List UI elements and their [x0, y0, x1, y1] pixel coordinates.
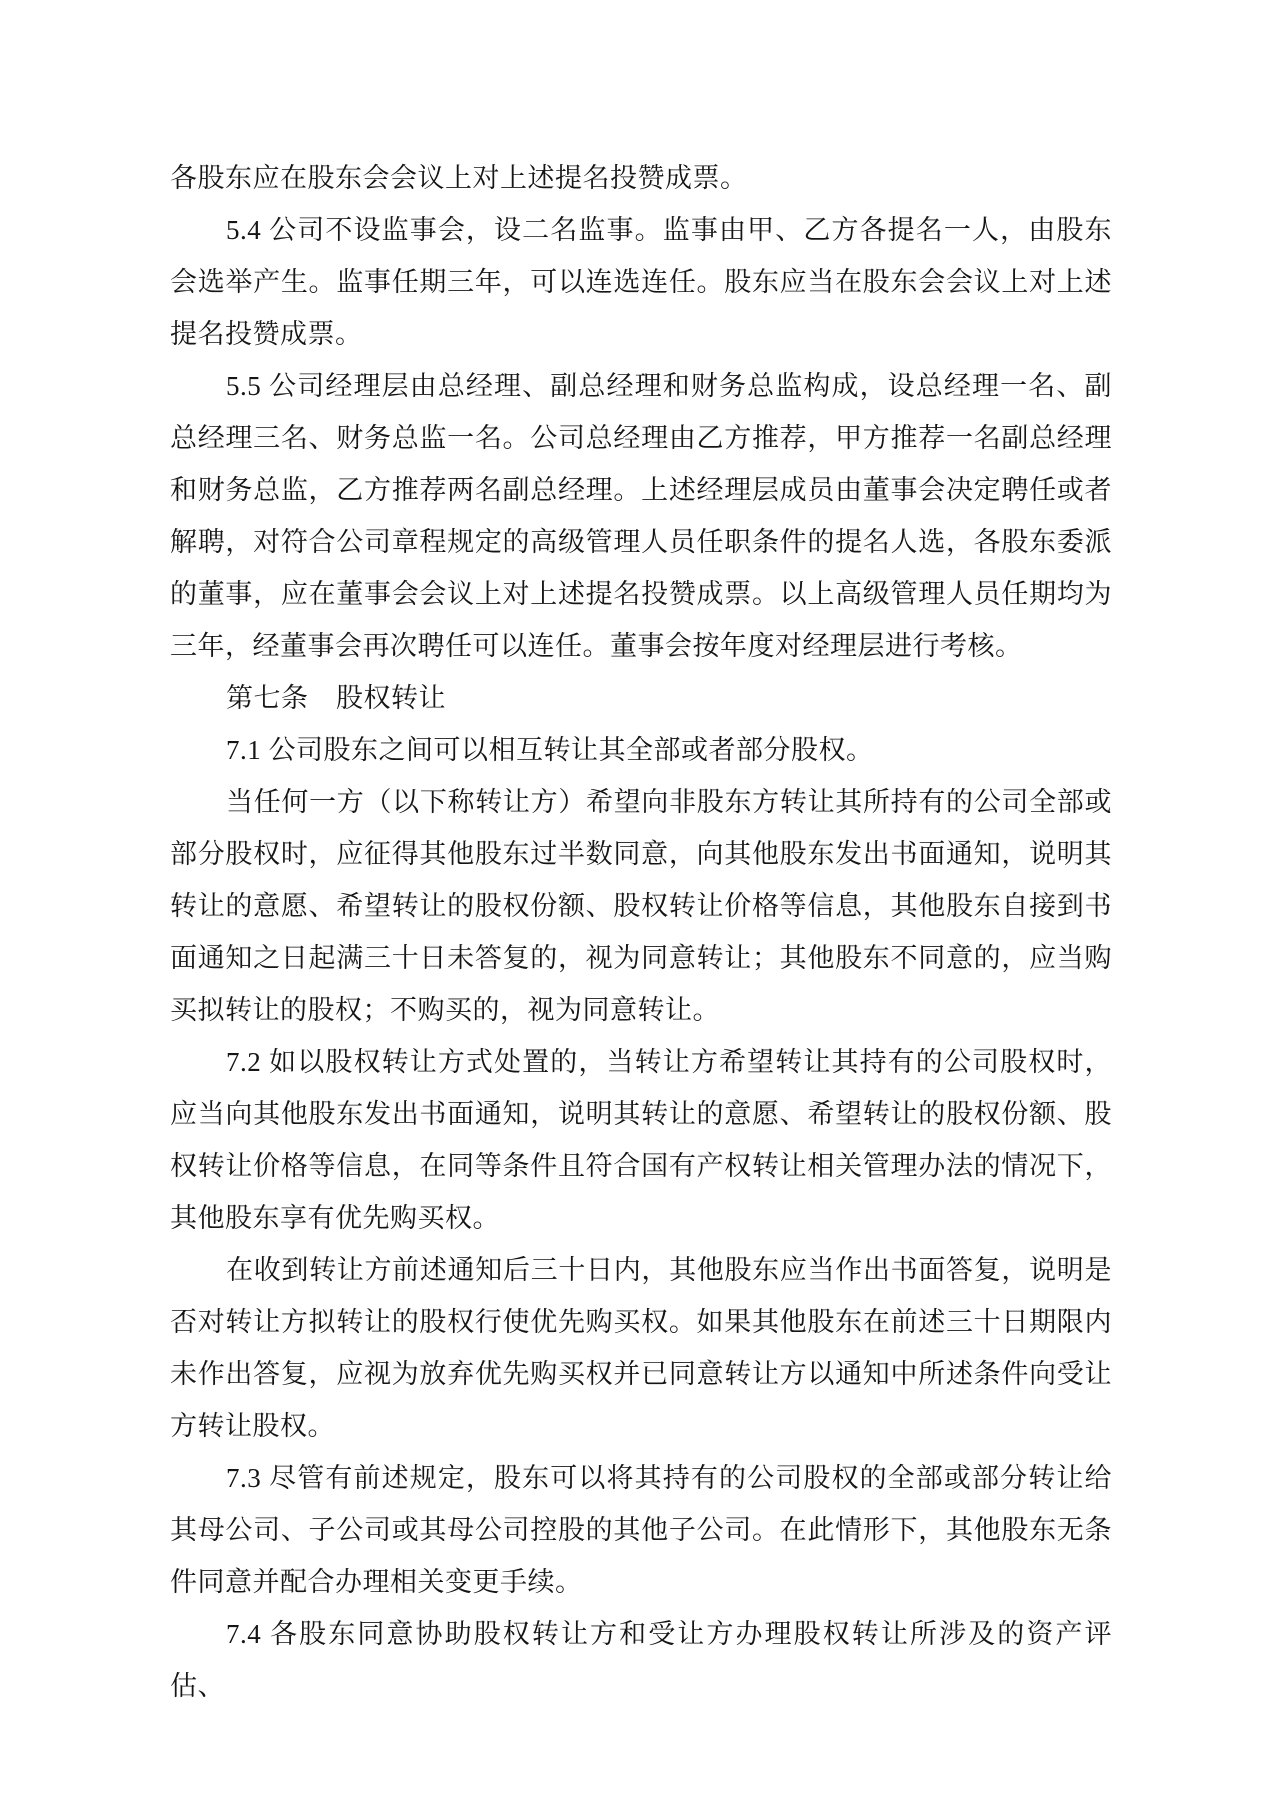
- clause-7-3: 7.3 尽管有前述规定，股东可以将其持有的公司股权的全部或部分转让给其母公司、子公司或其母公司控股的其他子公司。在此情形下，其他股东无条件同意并配合办理相关变更手续。: [170, 1463, 1112, 1597]
- paragraph-continuation: 各股东应在股东会会议上对上述提名投赞成票。: [170, 163, 748, 193]
- clause-7-2: 7.2 如以股权转让方式处置的，当转让方希望转让其持有的公司股权时，应当向其他股东发出书面通知，说明其转让的意愿、希望转让的股权份额、股权转让价格等信息，在同等条件且符合国有产权转让相关管理办法的情况下，其他股东享有优先购买权。: [170, 1047, 1112, 1233]
- clause-7-2-detail: 在收到转让方前述通知后三十日内，其他股东应当作出书面答复，说明是否对转让方拟转让的股权行使优先购买权。如果其他股东在前述三十日期限内未作出答复，应视为放弃优先购买权并已同意转让方以通知中所述条件向受让方转让股权。: [170, 1255, 1112, 1441]
- clause-5-4: 5.4 公司不设监事会，设二名监事。监事由甲、乙方各提名一人，由股东会选举产生。监事任期三年，可以连选连任。股东应当在股东会会议上对上述提名投赞成票。: [170, 215, 1112, 349]
- clause-5-5: 5.5 公司经理层由总经理、副总经理和财务总监构成，设总经理一名、副总经理三名、财务总监一名。公司总经理由乙方推荐，甲方推荐一名副总经理和财务总监，乙方推荐两名副总经理。上述经理层成员由董事会决定聘任或者解聘，对符合公司章程规定的高级管理人员任职条件的提名人选，各股东委派的董事，应在董事会会议上对上述提名投赞成票。以上高级管理人员任期均为三年，经董事会再次聘任可以连任。董事会按年度对经理层进行考核。: [170, 371, 1112, 661]
- clause-7-4: 7.4 各股东同意协助股权转让方和受让方办理股权转让所涉及的资产评估、: [170, 1619, 1112, 1701]
- article-7-heading: 第七条 股权转让: [226, 683, 446, 713]
- clause-7-1: 7.1 公司股东之间可以相互转让其全部或者部分股权。: [226, 735, 874, 765]
- document-body: [170, 152, 1112, 1712]
- clause-7-1-detail: 当任何一方（以下称转让方）希望向非股东方转让其所持有的公司全部或部分股权时，应征得其他股东过半数同意，向其他股东发出书面通知，说明其转让的意愿、希望转让的股权份额、股权转让价格等信息，其他股东自接到书面通知之日起满三十日未答复的，视为同意转让；其他股东不同意的，应当购买拟转让的股权；不购买的，视为同意转让。: [170, 787, 1112, 1025]
